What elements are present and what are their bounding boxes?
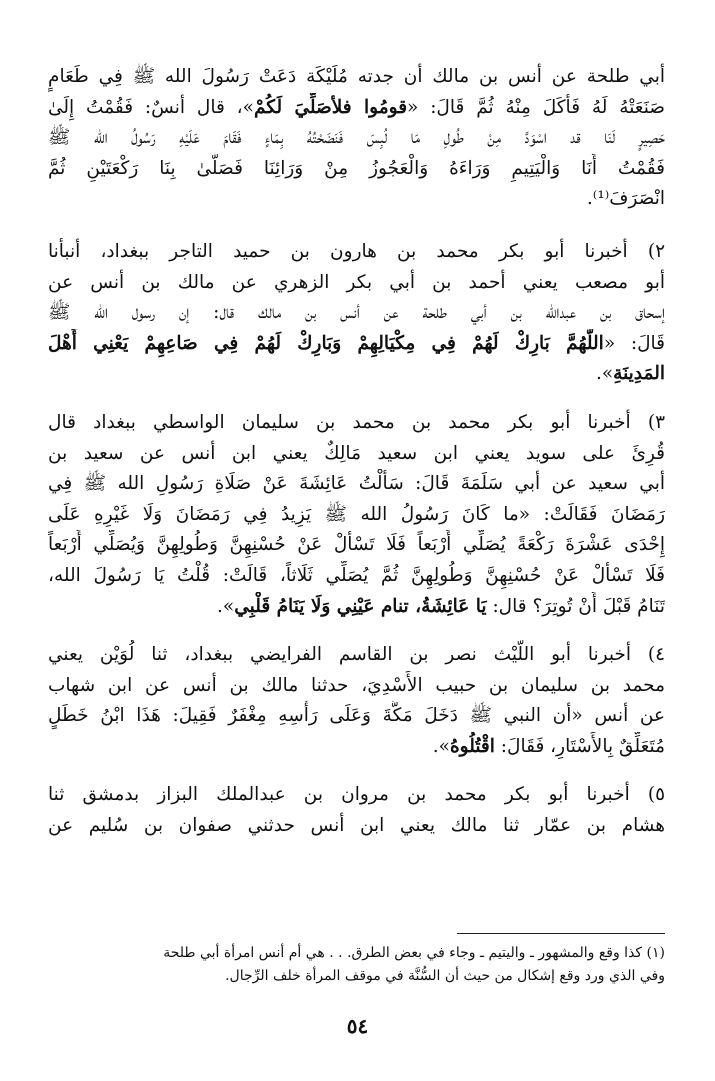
text-run: فَلَا تَسْأَلْ عَنْ حُسْنِهِنَّ وَطُولِهِنَّ ثُمَّ يُصَلِّي ثَلَاثاً، قَالَتْ: قُلْتُ يَا رَسُولَ الله، [48,564,665,586]
text-line [48,298,665,329]
text-line [48,408,665,439]
paragraph-2 [48,237,665,390]
text-line [48,184,665,215]
footnote-line: (١) كذا وقع والمشهور ـ واليتيم ـ وجاء في بعض الطرق. . . هي أم أنس امرأة أبي طلحة [163,945,665,961]
text-line [48,469,665,500]
text-line [48,237,665,268]
text-run: تَنَامُ قَبْلَ أَنْ تُوتِرَ؟ قال: [486,595,665,617]
text-line [48,640,665,671]
text-run: ٤) أخبرنا أبو اللَّيْث نصر بن القاسم الفرايضي ببغداد، ثنا لُوَيْن يعني [48,644,665,666]
footnotes [48,942,665,988]
text-line [48,154,665,185]
text-line [48,671,665,702]
bold-hadith-text: اقْتُلُوهُ [449,735,495,757]
text-line [48,329,665,360]
text-run: ». [432,735,450,757]
text-line [48,811,665,842]
text-run: عن أنس «أن النبي ﷺ دَخَلَ مَكَّةَ وَعَلَى رَأْسِهِ مِغْفَرٌ فَقِيلَ: هَذَا ابْنُ خَطَلٍ [48,705,665,727]
paragraph-continuation [48,62,665,215]
text-line [48,93,665,124]
text-run: صَنَعَتْهُ لَهُ فَأَكَلَ مِنْهُ ثُمَّ قَالَ: « [407,96,665,118]
paragraph-gap [48,215,665,237]
text-line [48,530,665,561]
text-line [48,592,665,623]
bold-hadith-text: يَا عَائِشَةُ، تنام عَيْنِي وَلَا يَنَامُ قَلْبِي [234,595,487,617]
paragraph-5 [48,780,665,841]
footnote-line: وفي الذي ورد وقع إشكال من حيث أن السُّنَّة في موقف المرأة خلف الرِّجال. [225,968,665,984]
text-line [48,62,665,93]
text-line [48,268,665,299]
text-run: ». [595,363,614,385]
footnote-divider [457,933,665,934]
paragraph-4 [48,640,665,762]
bold-hadith-text: قومُوا فلأصَلِّيَ لَكُمْ [253,96,408,118]
text-line [48,701,665,732]
text-run: انْصَرَفَ⁽¹⁾. [586,188,665,210]
text-line [48,359,665,390]
text-run: ٥) أخبرنا أبو بكر محمد بن مروان بن عبدالملك البزاز بدمشق ثنا [48,784,665,806]
text-line [48,780,665,811]
text-run: رَمَضَانَ فَقَالَتْ: «ما كَانَ رَسُولُ الله ﷺ يَزِيدُ فِي رَمَضَانَ وَلَا غَيْرِهِ عَلَى [48,503,665,525]
text-run: هشام بن عمّار ثنا مالك يعني ابن أنس حدثني صفوان بن سُليم عن [48,815,665,837]
bold-hadith-text: اللَّهُمَّ بَارِكْ لَهُمْ فِي مِكْيَالِهِمْ وَبَارِكْ لَهُمْ فِي صَاعِهِمْ يَعْنِي أَهْلَ [48,332,604,354]
paragraph-gap [48,622,665,640]
paragraph-3 [48,408,665,622]
text-run: قُرِئَ على سويد يعني ابن سعيد مَالِكٌ يعني ابن أنس عن سعيد بن [48,442,665,464]
text-run: فَقُمْتُ أَنَا وَالْيَتِيمِ وَرَاءَهُ وَالْعَجُوزُ مِنْ وَرَائِنَا فَصَلَّىٰ بِنَا رَكْعَتَيْنِ ثُمَّ [48,157,665,179]
text-line [48,123,665,154]
paragraph-gap [48,762,665,780]
text-run: أبو مصعب يعني أحمد بن أبي بكر الزهري عن مالك بن أنس عن [48,271,665,293]
bold-hadith-text: المَدِينَةِ [613,363,665,385]
text-run: محمد بن سليمان بن حبيب الأَسْدِيَ، حدثنا مالك بن أنس عن ابن شهاب [48,674,665,696]
text-line [48,561,665,592]
text-run: إِحْدَى عَشْرَةَ رَكْعَةً يُصَلِّي أَرْبَعاً فَلَا تَسْأَلْ عَنْ حُسْنِهِنَّ وَطُولِهِنَّ وَيُصَلِّي أَرْبَعاً [48,534,665,556]
text-run: ٣) أخبرنا أبو بكر محمد بن محمد بن سليمان الواسطي ببغداد قال [48,411,665,433]
text-run: إسحاق بن عبدالله بن أبي طلحة عن أنس بن مالك قال: إن رسول الله ﷺ [48,302,665,324]
text-line [48,439,665,470]
text-line [48,732,665,763]
text-run: أبي طلحة عن أنس بن مالك أن جدته مُلَيْكَة دَعَتْ رَسُولَ الله ﷺ فِي طَعَامٍ [48,66,665,87]
text-run: »، قال أنسٌ: فَقُمْتُ إِلَىٰ [48,96,254,118]
text-run: ». [216,595,235,617]
text-run: ٢) أخبرنا أبو بكر محمد بن هارون بن حميد التاجر ببغداد، أنبأنا [48,240,665,262]
text-line [48,500,665,531]
text-run: أبي سعيد عن أبي سَلَمَةَ قَالَ: سَأَلْتُ عَائِشَةَ عَنْ صَلَاةِ رَسُولِ الله ﷺ فِي [48,473,665,495]
text-run: حَصِيرٍ لَنَا قد اسْوَدَّ مِنْ طُولِ مَا لُبِسَ فَنَضَحْتُهُ بِمَاءٍ فَقَامَ عَلَيْهِ رَسُولُ الله ﷺ [48,127,665,149]
page-number: ٥٤ [346,1014,369,1038]
text-run: قَالَ: « [603,332,665,354]
paragraph-gap [48,390,665,408]
text-run: مُتَعَلِّقٌ بِالأَسْتَارِ، فَقَالَ: [494,735,665,757]
